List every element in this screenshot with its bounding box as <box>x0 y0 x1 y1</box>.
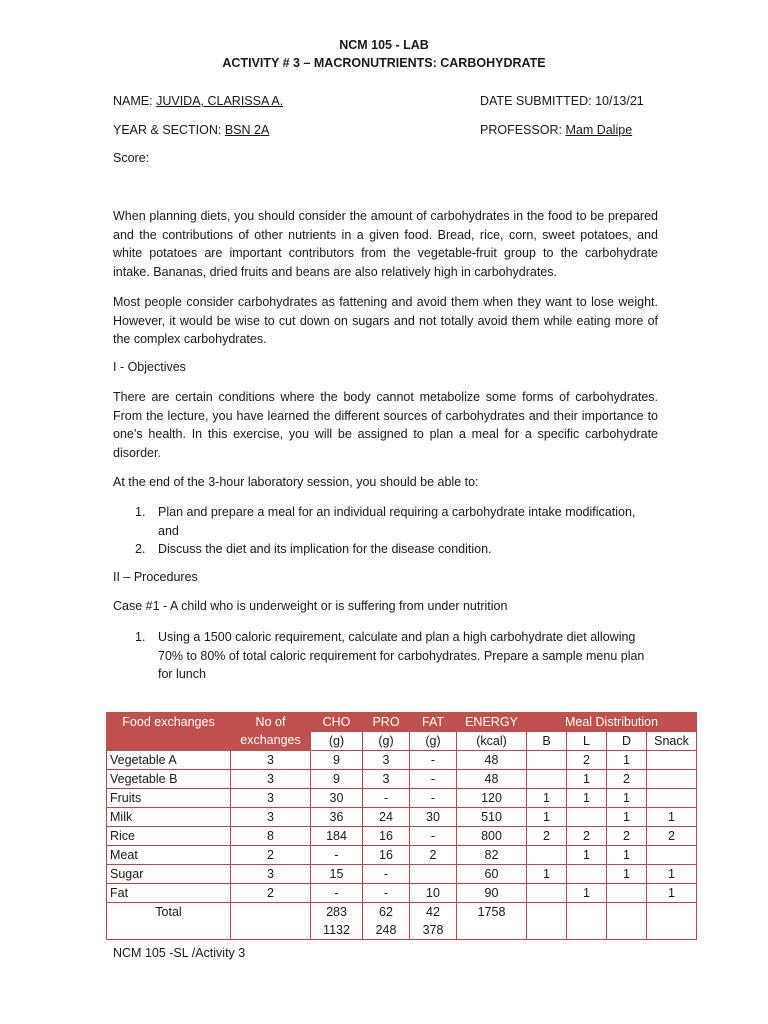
total-pro-kcal: 248 <box>375 923 397 937</box>
table-cell: 3 <box>363 751 410 770</box>
table-cell <box>647 846 697 865</box>
total-cho-grams: 283 <box>326 905 347 919</box>
food-name: Meat <box>107 846 231 865</box>
total-row <box>107 903 697 940</box>
table-cell <box>567 865 607 884</box>
table-cell: 1 <box>647 865 697 884</box>
food-name: Fruits <box>107 789 231 808</box>
table-cell <box>527 884 567 903</box>
table-cell: 16 <box>363 846 410 865</box>
table-cell <box>527 846 567 865</box>
table-cell: - <box>311 846 363 865</box>
table-cell: 9 <box>311 751 363 770</box>
table-cell <box>607 884 647 903</box>
table-cell: - <box>410 770 457 789</box>
table-cell: 48 <box>457 770 527 789</box>
header-food-exchanges: Food exchanges <box>107 713 231 751</box>
subheader-energy-unit: (kcal) <box>457 732 527 751</box>
name-field <box>113 94 283 108</box>
table-cell: 1 <box>567 789 607 808</box>
header-cho: CHO <box>311 713 363 732</box>
table-row <box>107 789 697 808</box>
date-field <box>480 94 644 108</box>
table-cell <box>567 808 607 827</box>
course-title: NCM 105 - LAB <box>339 38 429 52</box>
subheader-fat-unit: (g) <box>410 732 457 751</box>
intro-paragraph: When planning diets, you should consider the amount of carbohydrates in the food to be prepared and the contributions of other nutrients in a given food. Bread, rice, corn, sweet potatoes, and white potatoes are important contributors from the vegetable-fruit group to the carbohydrate intake. Bananas, dried fruits and beans are also relatively high in carbohydrates. <box>113 209 658 279</box>
table-row <box>107 770 697 789</box>
table-cell: 1 <box>647 808 697 827</box>
name-label: NAME: <box>113 94 153 108</box>
table-cell: 1 <box>607 751 647 770</box>
table-cell: 1 <box>527 808 567 827</box>
subheader-pro-unit: (g) <box>363 732 410 751</box>
table-cell: - <box>363 884 410 903</box>
table-row <box>107 846 697 865</box>
table-cell <box>527 903 567 940</box>
name-value: JUVIDA, CLARISSA A. <box>156 94 284 108</box>
date-value: 10/13/21 <box>595 94 644 108</box>
table-cell: 1 <box>607 789 647 808</box>
table-cell: 184 <box>311 827 363 846</box>
table-cell: 2 <box>607 827 647 846</box>
activity-title: ACTIVITY # 3 – MACRONUTRIENTS: CARBOHYDRATE <box>222 56 546 70</box>
table-cell: 2 <box>567 827 607 846</box>
year-section-field <box>113 123 269 137</box>
second-paragraph: Most people consider carbohydrates as fattening and avoid them when they want to lose weight. However, it would be wise to cut down on sugars and not totally avoid them while eating more of the complex carbohydrates. <box>113 295 658 346</box>
food-exchange-table <box>106 712 697 940</box>
table-cell: 3 <box>231 865 311 884</box>
table-cell: 36 <box>311 808 363 827</box>
total-fat <box>410 903 457 940</box>
table-cell <box>647 903 697 940</box>
table-cell: 800 <box>457 827 527 846</box>
table-cell: 2 <box>647 827 697 846</box>
objective-item-2 <box>135 540 658 559</box>
total-energy: 1758 <box>457 903 527 940</box>
total-fat-grams: 42 <box>426 905 440 919</box>
objective-number-2: 2. <box>135 542 146 556</box>
table-row <box>107 827 697 846</box>
procedures-heading: II – Procedures <box>113 570 198 584</box>
objectives-heading: I - Objectives <box>113 360 186 374</box>
year-value: BSN 2A <box>224 123 270 137</box>
table-row <box>107 884 697 903</box>
table-cell: 3 <box>231 789 311 808</box>
score-label: Score: <box>113 151 150 165</box>
food-name: Rice <box>107 827 231 846</box>
total-cho-kcal: 1132 <box>323 923 350 937</box>
table-cell: - <box>410 789 457 808</box>
table-cell: - <box>363 789 410 808</box>
table-cell <box>410 865 457 884</box>
table-cell <box>647 789 697 808</box>
table-cell: 1 <box>527 789 567 808</box>
subheader-lunch: L <box>567 732 607 751</box>
food-name: Milk <box>107 808 231 827</box>
table-cell: 2 <box>607 770 647 789</box>
procedure-item-1 <box>135 628 658 684</box>
table-cell: 1 <box>567 770 607 789</box>
header-pro: PRO <box>363 713 410 732</box>
table-cell: 3 <box>363 770 410 789</box>
table-cell: - <box>311 884 363 903</box>
total-label: Total <box>107 903 231 940</box>
header-fat: FAT <box>410 713 457 732</box>
table-cell: 48 <box>457 751 527 770</box>
table-cell: 24 <box>363 808 410 827</box>
table-row <box>107 865 697 884</box>
objectives-paragraph: There are certain conditions where the body cannot metabolize some forms of carbohydrates. From the lecture, you have learned the different sources of carbohydrates and their importance to one’s health. In this exercise, you will be assigned to plan a meal for a specific carbohydrate disorder. <box>113 390 658 460</box>
total-pro-grams: 62 <box>379 905 393 919</box>
subheader-dinner: D <box>607 732 647 751</box>
total-cho <box>311 903 363 940</box>
food-name: Sugar <box>107 865 231 884</box>
page-footer: NCM 105 -SL /Activity 3 <box>113 946 246 960</box>
table-cell: 1 <box>567 846 607 865</box>
procedure-text-1: Using a 1500 caloric requirement, calculate and plan a high carbohydrate diet allowing 70% to 80% of total caloric requirement for carbohydrates. Prepare a sample menu plan for lunch <box>158 630 645 681</box>
table-cell: 15 <box>311 865 363 884</box>
table-cell <box>647 751 697 770</box>
table-cell: 9 <box>311 770 363 789</box>
table-cell: 30 <box>311 789 363 808</box>
table-cell: 1 <box>607 808 647 827</box>
table-cell: 3 <box>231 770 311 789</box>
table-cell: 60 <box>457 865 527 884</box>
professor-value: Mam Dalipe <box>565 123 633 137</box>
table-cell: - <box>410 751 457 770</box>
procedure-number-1: 1. <box>135 630 146 644</box>
table-cell: 2 <box>231 884 311 903</box>
table-cell <box>647 770 697 789</box>
case-title: Case #1 - A child who is underweight or is suffering from under nutrition <box>113 599 508 613</box>
table-cell: 90 <box>457 884 527 903</box>
objectives-intro: At the end of the 3-hour laboratory session, you should be able to: <box>113 475 479 489</box>
table-cell: 120 <box>457 789 527 808</box>
table-cell: 30 <box>410 808 457 827</box>
table-cell: 510 <box>457 808 527 827</box>
objective-text-1: Plan and prepare a meal for an individual requiring a carbohydrate intake modification, and <box>158 505 636 538</box>
table-cell <box>231 903 311 940</box>
header-meal-distribution: Meal Distribution <box>527 713 697 732</box>
total-pro <box>363 903 410 940</box>
food-name: Vegetable B <box>107 770 231 789</box>
objective-item-1 <box>135 503 658 540</box>
table-cell: 1 <box>567 884 607 903</box>
professor-label: PROFESSOR: <box>480 123 562 137</box>
year-label: YEAR & SECTION: <box>113 123 222 137</box>
table-cell: 2 <box>231 846 311 865</box>
table-cell: 1 <box>607 846 647 865</box>
food-name: Fat <box>107 884 231 903</box>
table-cell: 2 <box>567 751 607 770</box>
table-row <box>107 808 697 827</box>
table-cell: 2 <box>527 827 567 846</box>
table-cell: 1 <box>607 865 647 884</box>
table-cell: - <box>363 865 410 884</box>
table-cell: 16 <box>363 827 410 846</box>
table-cell: - <box>410 827 457 846</box>
header-no-of-exchanges: No of exchanges <box>231 713 311 751</box>
subheader-cho-unit: (g) <box>311 732 363 751</box>
subheader-breakfast: B <box>527 732 567 751</box>
subheader-snack: Snack <box>647 732 697 751</box>
table-cell: 3 <box>231 808 311 827</box>
table-cell: 82 <box>457 846 527 865</box>
header-energy: ENERGY <box>457 713 527 732</box>
table-cell: 2 <box>410 846 457 865</box>
table-cell: 10 <box>410 884 457 903</box>
table-cell <box>527 770 567 789</box>
table-cell: 1 <box>527 865 567 884</box>
objective-number-1: 1. <box>135 505 146 519</box>
table-cell: 8 <box>231 827 311 846</box>
total-fat-kcal: 378 <box>422 923 444 937</box>
table-cell <box>607 903 647 940</box>
table-cell <box>567 903 607 940</box>
food-name: Vegetable A <box>107 751 231 770</box>
objective-text-2: Discuss the diet and its implication for the disease condition. <box>158 542 492 556</box>
professor-field <box>480 123 632 137</box>
date-label: DATE SUBMITTED: <box>480 94 592 108</box>
table-cell <box>527 751 567 770</box>
table-cell: 3 <box>231 751 311 770</box>
table-cell: 1 <box>647 884 697 903</box>
table-row <box>107 751 697 770</box>
